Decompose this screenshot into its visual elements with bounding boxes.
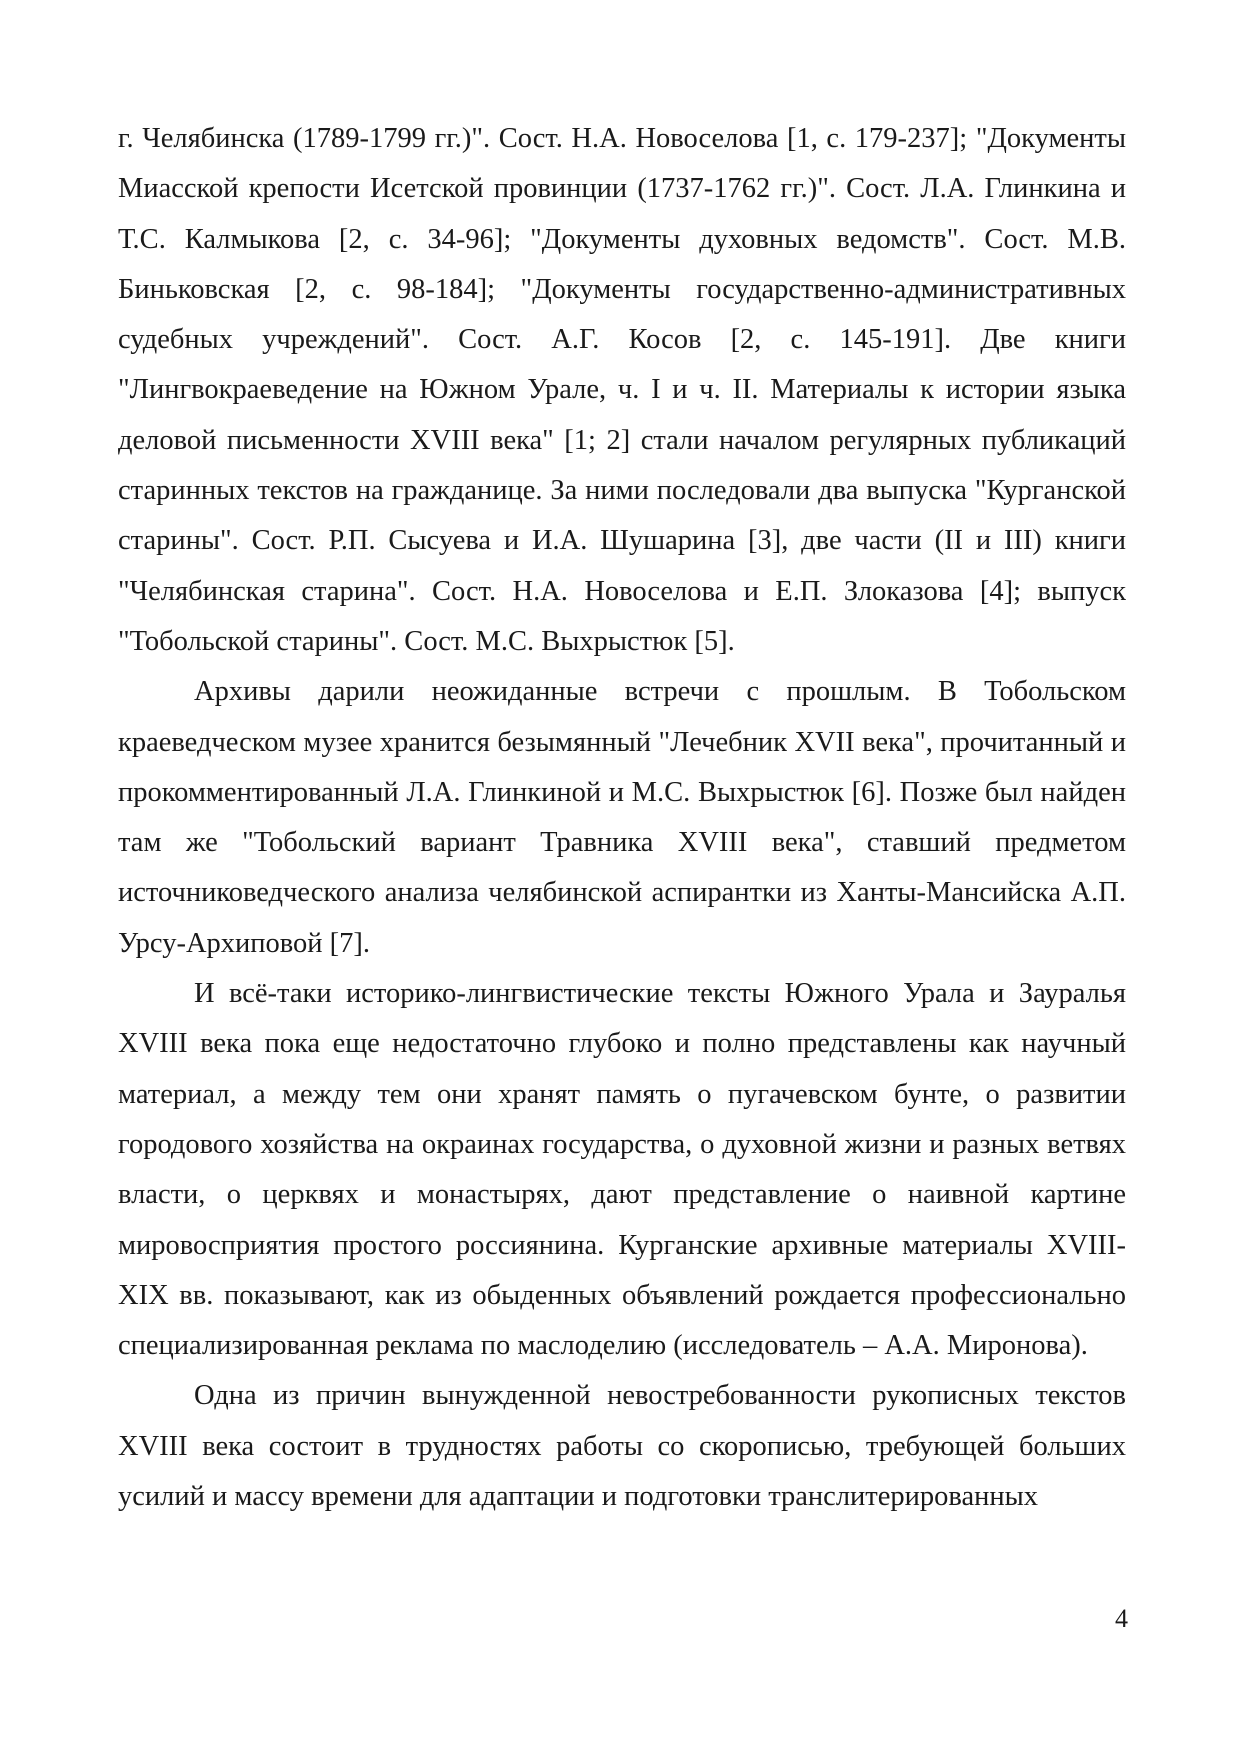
- paragraph-archives: Архивы дарили неожиданные встречи с прошлым. В Тобольском краеведческом музее хранится безымянный "Лечебник XVII века", прочитанный и прокомментированный Л.А. Глинкиной и М.С. Выхрыстюк [6]. Позже был найден там же "Тобольский вариант Травника XVIII века", ставший предметом источниковедческого анализа челябинской аспирантки из Ханты-Мансийска А.П. Урсу-Архиповой [7].: [118, 676, 1126, 959]
- page-number: 4: [1115, 1604, 1128, 1633]
- body-text: [118, 114, 1126, 1522]
- paragraph-reasons: Одна из причин вынужденной невостребованности рукописных текстов XVIII века состоит в трудностях работы со скорописью, требующей больших усилий и массу времени для адаптации и подготовки транслитерированных: [118, 1380, 1126, 1513]
- paragraph-texts-of-urals: И всё-таки историко-лингвистические тексты Южного Урала и Зауралья XVIII века пока еще недостаточно глубоко и полно представлены как научный материал, а между тем они хранят память о пугачевском бунте, о развитии городового хозяйства на окраинах государства, о духовной жизни и разных ветвях власти, о церквях и монастырях, дают представление о наивной картине мировосприятия простого россиянина. Курганские архивные материалы XVIII-XIX вв. показывают, как из обыденных объявлений рождается профессионально специализированная реклама по маслоделию (исследователь – А.А. Миронова).: [118, 978, 1126, 1362]
- paragraph-continuation: г. Челябинска (1789-1799 гг.)". Сост. Н.А. Новоселова [1, с. 179-237]; "Документы Миасской крепости Исетской провинции (1737-1762 гг.)". Сост. Л.А. Глинкина и Т.С. Калмыкова [2, с. 34-96]; "Документы духовных ведомств". Сост. М.В. Биньковская [2, с. 98-184]; "Документы государственно-административных судебных учреждений". Сост. А.Г. Косов [2, с. 145-191]. Две книги "Лингвокраеведение на Южном Урале, ч. I и ч. II. Материалы к истории языка деловой письменности XVIII века" [1; 2] стали началом регулярных публикаций старинных текстов на гражданице. За ними последовали два выпуска "Курганской старины". Сост. Р.П. Сысуева и И.А. Шушарина [3], две части (II и III) книги "Челябинская старина". Сост. Н.А. Новоселова и Е.П. Злоказова [4]; выпуск "Тобольской старины". Сост. М.С. Выхрыстюк [5].: [118, 123, 1126, 657]
